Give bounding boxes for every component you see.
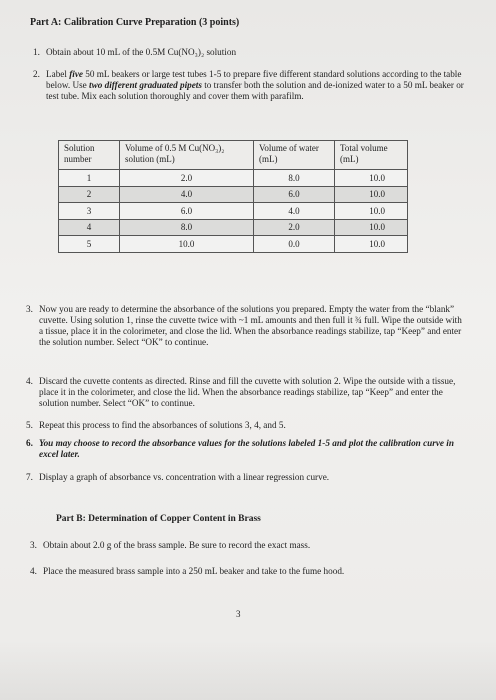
- page-shadow: [0, 640, 496, 700]
- table-row: [59, 170, 408, 187]
- header-volume-water: Volume of water (mL): [254, 141, 335, 170]
- step-2: [33, 69, 465, 102]
- cell-total: 10.0: [335, 186, 408, 203]
- cell-total: 10.0: [335, 236, 408, 253]
- step-7-number: 7.: [26, 472, 33, 482]
- header-volume-cu: Volume of 0.5 M Cu(NO₃)₂ solution (mL): [120, 141, 254, 170]
- step-3: [26, 304, 466, 348]
- step-3-text: Now you are ready to determine the absorbance of the solutions you prepared. Empty the water from the “blank” cuvette. Using solution 1, rinse the cuvette twice with ~1 mL amounts and then full it ¾ full. Wipe the outside with a tissue, place it in the colorimeter, and close the lid. When the absorbance readings stabilize, tap “Keep” and enter the solution number. Select “OK” to continue.: [39, 304, 462, 347]
- part-a-title: Part A: Calibration Curve Preparation (3 points): [30, 17, 240, 28]
- cell-solution: 2: [59, 186, 120, 203]
- step-1-text: Obtain about 10 mL of the 0.5M Cu(NO₃)₂ solution: [46, 47, 237, 57]
- cell-total: 10.0: [335, 219, 408, 236]
- step-6-text: You may choose to record the absorbance values for the solutions labeled 1-5 and plot the calibration curve in excel later.: [39, 438, 454, 459]
- page-number: 3: [236, 609, 241, 619]
- emphasis-pipets: two different graduated pipets: [89, 80, 202, 90]
- table-row: [59, 203, 408, 220]
- cell-solution: 3: [59, 203, 120, 220]
- cell-volume-cu: 10.0: [120, 236, 254, 253]
- step-7-text: Display a graph of absorbance vs. concentration with a linear regression curve.: [39, 472, 330, 482]
- table-row: [59, 236, 408, 253]
- step-4-text: Discard the cuvette contents as directed. Rinse and fill the cuvette with solution 2. Wipe the outside with a tissue, place it in the colorimeter, and close the lid. When the absorbance readings stabilize, tap “Keep” and enter the solution number. Select “OK” to continue.: [39, 376, 456, 408]
- step-5-number: 5.: [26, 420, 33, 430]
- cell-volume-cu: 2.0: [120, 170, 254, 187]
- cell-total: 10.0: [335, 203, 408, 220]
- step-4: [26, 376, 466, 409]
- part-b-step-4: [30, 566, 470, 577]
- cell-volume-water: 0.0: [254, 236, 335, 253]
- cell-volume-water: 6.0: [254, 186, 335, 203]
- cell-solution: 4: [59, 219, 120, 236]
- cell-total: 10.0: [335, 170, 408, 187]
- step-2-text: Label five 50 mL beakers or large test tubes 1-5 to prepare five different standard solutions according to the table below. Use two different graduated pipets to transfer both the solution and de-ionized water to a 50 mL beaker or test tube. Mix each solution thoroughly and cover them with parafilm.: [46, 69, 464, 101]
- step-6-number: 6.: [26, 438, 33, 448]
- cell-solution: 1: [59, 170, 120, 187]
- step-5-text: Repeat this process to find the absorbances of solutions 3, 4, and 5.: [39, 420, 286, 430]
- table-row: [59, 219, 408, 236]
- cell-volume-water: 2.0: [254, 219, 335, 236]
- step-3-number: 3.: [26, 304, 33, 314]
- part-b-title: Part B: Determination of Copper Content in Brass: [56, 514, 261, 524]
- step-5: [26, 420, 466, 431]
- part-b-step-3: [30, 540, 470, 551]
- cell-volume-cu: 8.0: [120, 219, 254, 236]
- cell-volume-cu: 4.0: [120, 186, 254, 203]
- header-solution-number: Solution number: [59, 141, 120, 170]
- part-b-step-3-text: Obtain about 2.0 g of the brass sample. Be sure to record the exact mass.: [43, 540, 311, 550]
- emphasis-five: five: [69, 69, 83, 79]
- cell-volume-water: 4.0: [254, 203, 335, 220]
- header-total-volume: Total volume (mL): [335, 141, 408, 170]
- step-1: [33, 47, 463, 58]
- cell-volume-cu: 6.0: [120, 203, 254, 220]
- step-1-number: 1.: [33, 47, 40, 57]
- step-7: [26, 472, 466, 483]
- cell-volume-water: 8.0: [254, 170, 335, 187]
- step-6: [26, 438, 466, 460]
- step-4-number: 4.: [26, 376, 33, 386]
- table-header-row: [59, 141, 408, 170]
- part-b-step-3-number: 3.: [30, 540, 37, 550]
- table-row: [59, 186, 408, 203]
- part-b-step-4-text: Place the measured brass sample into a 250 mL beaker and take to the fume hood.: [43, 566, 345, 576]
- step-2-number: 2.: [33, 69, 40, 79]
- part-b-step-4-number: 4.: [30, 566, 37, 576]
- standard-solutions-table: [58, 140, 408, 253]
- cell-solution: 5: [59, 236, 120, 253]
